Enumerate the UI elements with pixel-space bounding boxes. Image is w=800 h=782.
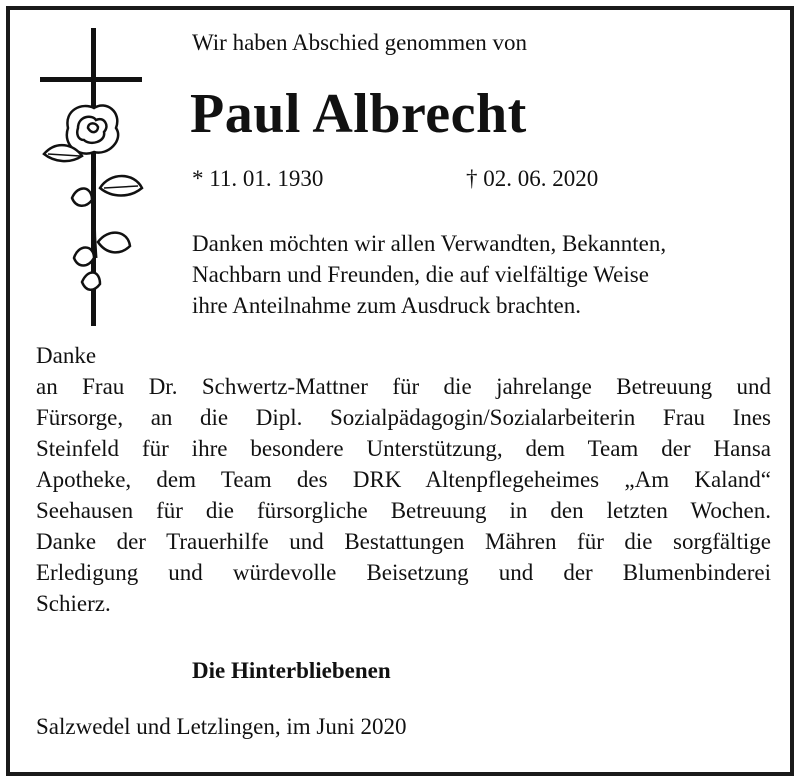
thanks-line: ihre Anteilnahme zum Ausdruck brachten. — [192, 293, 581, 318]
body-line: Seehausen für die fürsorgliche Betreuung in den letzten Wochen. — [36, 498, 771, 523]
place-date: Salzwedel und Letzlingen, im Juni 2020 — [36, 714, 407, 739]
body-line: Erledigung und würdevolle Beisetzung und der Blumenbinderei — [36, 560, 771, 585]
body-line: Schierz. — [36, 591, 111, 616]
body-line: Danke der Trauerhilfe und Bestattungen Mähren für die sorgfältige — [36, 529, 771, 554]
signature: Die Hinterbliebenen — [192, 658, 391, 683]
acknowledgement-paragraph — [36, 340, 771, 619]
thanks-line: Nachbarn und Freunden, die auf vielfältige Weise — [192, 262, 649, 287]
death-date: † 02. 06. 2020 — [466, 166, 599, 191]
deceased-name: Paul Albrecht — [190, 83, 527, 145]
cross-with-rose-icon — [38, 28, 148, 328]
body-line: Apotheke, dem Team des DRK Altenpflegeheimes „Am Kaland“ — [36, 467, 771, 492]
body-line: an Frau Dr. Schwertz-Mattner für die jahrelange Betreuung und — [36, 374, 771, 399]
birth-date: * 11. 01. 1930 — [192, 166, 324, 191]
body-line: Steinfeld für ihre besondere Unterstützung, dem Team der Hansa — [36, 436, 771, 461]
body-line: Fürsorge, an die Dipl. Sozialpädagogin/Sozialarbeiterin Frau Ines — [36, 405, 771, 430]
thanks-paragraph — [192, 228, 782, 321]
thanks-line: Danken möchten wir allen Verwandten, Bekannten, — [192, 231, 667, 256]
intro-text: Wir haben Abschied genommen von — [192, 30, 528, 55]
body-line: Danke — [36, 343, 97, 368]
